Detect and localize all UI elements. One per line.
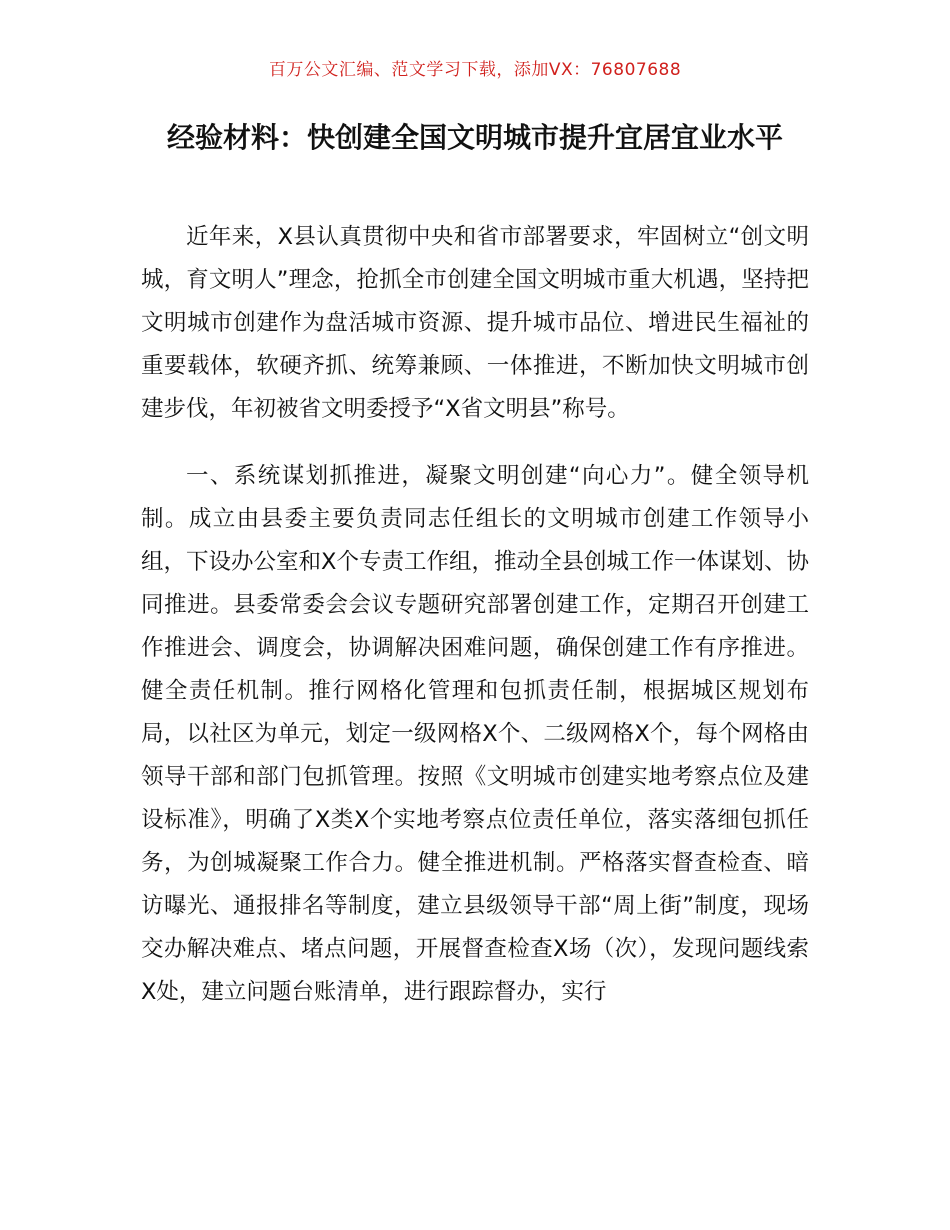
paragraph-intro: 近年来，X县认真贯彻中央和省市部署要求，牢固树立“创文明城，育文明人”理念，抢抓全市创建全国文明城市重大机遇，坚持把文明城市创建作为盘活城市资源、提升城市品位、增进民生福祉的重要载体，软硬齐抓、统筹兼顾、一体推进，不断加快文明城市创建步伐，年初被省文明委授予“X省文明县”称号。 [141,224,809,422]
watermark-banner: 百万公文汇编、范文学习下载，添加VX：76807688 [268,60,682,80]
document-title: 经验材料：快创建全国文明城市提升宜居宜业水平 [166,121,783,154]
document-body [141,216,809,1014]
paragraph-section-one: 一、系统谋划抓推进，凝聚文明创建“向心力”。健全领导机制。成立由县委主要负责同志任组长的文明城市创建工作领导小组，下设办公室和X个专责工作组，推动全县创城工作一体谋划、协同推进。县委常委会会议专题研究部署创建工作，定期召开创建工作推进会、调度会，协调解决困难问题，确保创建工作有序推进。健全责任机制。推行网格化管理和包抓责任制，根据城区规划布局，以社区为单元，划定一级网格X个、二级网格X个，每个网格由领导干部和部门包抓管理。按照《文明城市创建实地考察点位及建设标准》，明确了X类X个实地考察点位责任单位，落实落细包抓任务，为创城凝聚工作合力。健全推进机制。严格落实督查检查、暗访曝光、通报排名等制度，建立县级领导干部“周上街”制度，现场交办解决难点、堵点问题，开展督查检查X场（次），发现问题线索X处，建立问题台账清单，进行跟踪督办，实行 [141,463,809,1005]
